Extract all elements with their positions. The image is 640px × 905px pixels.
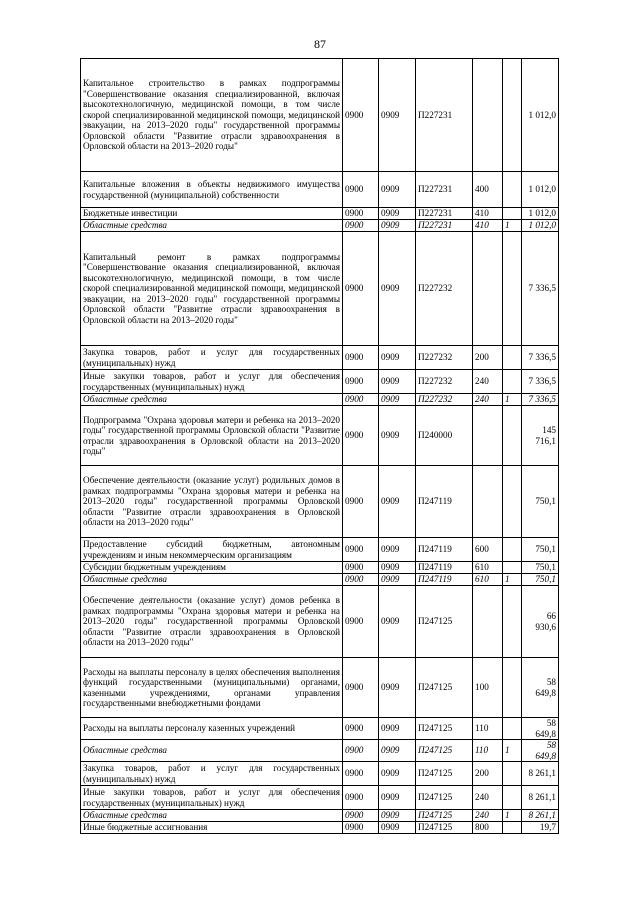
row-section: 0900 xyxy=(343,810,379,822)
row-subsection: 0909 xyxy=(379,810,416,822)
row-section: 0900 xyxy=(343,370,379,394)
row-sum: 58 649,8 xyxy=(522,658,559,718)
table-row xyxy=(81,786,559,810)
row-section: 0900 xyxy=(343,466,379,538)
row-article: П227232 xyxy=(416,346,473,370)
row-subsection: 0909 xyxy=(379,586,416,658)
table-row xyxy=(81,370,559,394)
row-subsection: 0909 xyxy=(379,762,416,786)
table-row xyxy=(81,574,559,586)
table-row xyxy=(81,466,559,538)
row-source xyxy=(503,538,522,562)
row-article: П227231 xyxy=(416,59,473,172)
row-name: Расходы на выплаты персоналу в целях обеспечения выполнения функций государственными (муниципальными) органами, казенными учреждениями, органами управления государственными внебюджетными фондами xyxy=(81,658,343,718)
table-row xyxy=(81,718,559,740)
row-sum: 7 336,5 xyxy=(522,394,559,406)
row-name: Предоставление субсидий бюджетным, автономным учреждениям и иным некоммерческим организациям xyxy=(81,538,343,562)
row-subsection: 0909 xyxy=(379,740,416,762)
row-source xyxy=(503,232,522,346)
row-name: Областные средства xyxy=(81,394,343,406)
row-subsection: 0909 xyxy=(379,370,416,394)
row-article: П240000 xyxy=(416,406,473,466)
row-sum: 7 336,5 xyxy=(522,346,559,370)
row-expense-type: 410 xyxy=(473,220,503,232)
row-name: Капитальные вложения в объекты недвижимого имущества государственной (муниципальной) собственности xyxy=(81,172,343,208)
table-row xyxy=(81,810,559,822)
row-sum: 750,1 xyxy=(522,466,559,538)
row-expense-type: 410 xyxy=(473,208,503,220)
table-row xyxy=(81,172,559,208)
row-name: Расходы на выплаты персоналу казенных учреждений xyxy=(81,718,343,740)
row-expense-type: 610 xyxy=(473,562,503,574)
row-sum: 750,1 xyxy=(522,562,559,574)
row-expense-type: 240 xyxy=(473,810,503,822)
row-name: Капитальное строительство в рамках подпрограммы "Совершенствование оказания специализированной, включая высокотехнологичную, медицинской помощи, в том числе скорой специализированной медицинской помощи, медицинской эвакуации, на 2013–2020 годы" государственной программы Орловской области "Развитие отрасли здравоохранения в Орловской области на 2013–2020 годы" xyxy=(81,59,343,172)
row-sum: 145 716,1 xyxy=(522,406,559,466)
row-source xyxy=(503,59,522,172)
row-name: Областные средства xyxy=(81,220,343,232)
row-subsection: 0909 xyxy=(379,406,416,466)
row-name: Закупка товаров, работ и услуг для государственных (муниципальных) нужд xyxy=(81,762,343,786)
table-row xyxy=(81,346,559,370)
row-sum: 8 261,1 xyxy=(522,810,559,822)
row-subsection: 0909 xyxy=(379,658,416,718)
row-article: П247125 xyxy=(416,822,473,834)
row-sum: 750,1 xyxy=(522,574,559,586)
row-article: П227231 xyxy=(416,172,473,208)
row-expense-type: 800 xyxy=(473,822,503,834)
row-sum: 58 649,8 xyxy=(522,718,559,740)
row-subsection: 0909 xyxy=(379,786,416,810)
row-section: 0900 xyxy=(343,786,379,810)
table-row xyxy=(81,740,559,762)
row-section: 0900 xyxy=(343,718,379,740)
row-section: 0900 xyxy=(343,59,379,172)
table-row xyxy=(81,762,559,786)
row-subsection: 0909 xyxy=(379,394,416,406)
row-section: 0900 xyxy=(343,172,379,208)
row-source xyxy=(503,346,522,370)
row-section: 0900 xyxy=(343,406,379,466)
row-source xyxy=(503,822,522,834)
row-expense-type: 110 xyxy=(473,718,503,740)
row-section: 0900 xyxy=(343,220,379,232)
row-source: 1 xyxy=(503,394,522,406)
row-article: П227232 xyxy=(416,232,473,346)
row-expense-type: 240 xyxy=(473,370,503,394)
row-sum: 750,1 xyxy=(522,538,559,562)
table-row xyxy=(81,220,559,232)
row-sum: 7 336,5 xyxy=(522,370,559,394)
row-source xyxy=(503,466,522,538)
row-source xyxy=(503,718,522,740)
row-subsection: 0909 xyxy=(379,172,416,208)
row-section: 0900 xyxy=(343,346,379,370)
row-subsection: 0909 xyxy=(379,346,416,370)
row-article: П247125 xyxy=(416,718,473,740)
table-row xyxy=(81,658,559,718)
row-name: Областные средства xyxy=(81,810,343,822)
budget-table xyxy=(80,58,559,834)
row-name: Бюджетные инвестиции xyxy=(81,208,343,220)
row-article: П247119 xyxy=(416,562,473,574)
row-subsection: 0909 xyxy=(379,562,416,574)
row-sum: 19,7 xyxy=(522,822,559,834)
row-article: П247125 xyxy=(416,786,473,810)
row-name: Обеспечение деятельности (оказание услуг) домов ребенка в рамках подпрограммы "Охрана здоровья матери и ребенка на 2013–2020 годы" государственной программы Орловской области "Развитие отрасли здравоохранения в Орловской области на 2013–2020 годы" xyxy=(81,586,343,658)
row-expense-type xyxy=(473,59,503,172)
row-source xyxy=(503,370,522,394)
row-name: Обеспечение деятельности (оказание услуг) родильных домов в рамках подпрограммы "Охрана здоровья матери и ребенка на 2013–2020 годы" государственной программы Орловской области "Развитие отрасли здравоохранения в Орловской области на 2013–2020 годы" xyxy=(81,466,343,538)
row-name: Иные закупки товаров, работ и услуг для обеспечения государственных (муниципальных) нужд xyxy=(81,370,343,394)
row-sum: 1 012,0 xyxy=(522,220,559,232)
row-article: П247125 xyxy=(416,586,473,658)
row-source: 1 xyxy=(503,810,522,822)
table-row xyxy=(81,208,559,220)
row-sum: 7 336,5 xyxy=(522,232,559,346)
row-source: 1 xyxy=(503,574,522,586)
row-expense-type xyxy=(473,232,503,346)
row-subsection: 0909 xyxy=(379,208,416,220)
row-name: Областные средства xyxy=(81,740,343,762)
row-source xyxy=(503,208,522,220)
row-section: 0900 xyxy=(343,562,379,574)
table-row xyxy=(81,822,559,834)
row-name: Областные средства xyxy=(81,574,343,586)
row-sum: 1 012,0 xyxy=(522,59,559,172)
row-section: 0900 xyxy=(343,740,379,762)
row-subsection: 0909 xyxy=(379,59,416,172)
row-article: П247119 xyxy=(416,574,473,586)
table-row xyxy=(81,406,559,466)
row-name: Иные бюджетные ассигнования xyxy=(81,822,343,834)
row-subsection: 0909 xyxy=(379,466,416,538)
row-section: 0900 xyxy=(343,394,379,406)
row-sum: 1 012,0 xyxy=(522,208,559,220)
row-source xyxy=(503,562,522,574)
row-source: 1 xyxy=(503,740,522,762)
row-sum: 66 930,6 xyxy=(522,586,559,658)
row-name: Подпрограмма "Охрана здоровья матери и ребенка на 2013–2020 годы" государственной программы Орловской области "Развитие отрасли здравоохранения в Орловской области на 2013–2020 годы" xyxy=(81,406,343,466)
row-source xyxy=(503,762,522,786)
row-expense-type: 200 xyxy=(473,762,503,786)
row-article: П227231 xyxy=(416,220,473,232)
row-expense-type: 400 xyxy=(473,172,503,208)
row-subsection: 0909 xyxy=(379,538,416,562)
row-article: П227232 xyxy=(416,394,473,406)
table-row xyxy=(81,562,559,574)
row-article: П227232 xyxy=(416,370,473,394)
row-expense-type: 240 xyxy=(473,786,503,810)
row-subsection: 0909 xyxy=(379,220,416,232)
row-source xyxy=(503,786,522,810)
row-expense-type: 200 xyxy=(473,346,503,370)
row-source xyxy=(503,586,522,658)
table-row xyxy=(81,538,559,562)
row-source xyxy=(503,406,522,466)
row-expense-type: 610 xyxy=(473,574,503,586)
table-row xyxy=(81,586,559,658)
row-article: П247125 xyxy=(416,762,473,786)
row-expense-type: 100 xyxy=(473,658,503,718)
row-article: П247125 xyxy=(416,810,473,822)
row-section: 0900 xyxy=(343,762,379,786)
row-name: Закупка товаров, работ и услуг для государственных (муниципальных) нужд xyxy=(81,346,343,370)
row-section: 0900 xyxy=(343,208,379,220)
row-expense-type: 240 xyxy=(473,394,503,406)
row-article: П247119 xyxy=(416,538,473,562)
row-expense-type: 600 xyxy=(473,538,503,562)
row-subsection: 0909 xyxy=(379,232,416,346)
row-section: 0900 xyxy=(343,232,379,346)
table-row xyxy=(81,232,559,346)
row-expense-type xyxy=(473,406,503,466)
row-source: 1 xyxy=(503,220,522,232)
table-row xyxy=(81,59,559,172)
row-source xyxy=(503,658,522,718)
row-section: 0900 xyxy=(343,586,379,658)
row-article: П247125 xyxy=(416,740,473,762)
row-article: П227231 xyxy=(416,208,473,220)
page-number: 87 xyxy=(314,37,326,51)
row-source xyxy=(503,172,522,208)
row-subsection: 0909 xyxy=(379,822,416,834)
row-subsection: 0909 xyxy=(379,574,416,586)
row-name: Капитальный ремонт в рамках подпрограммы "Совершенствование оказания специализированной, включая высокотехнологичную, медицинской помощи, в том числе скорой специализированной медицинской помощи, медицинской эвакуации, на 2013–2020 годы" государственной программы Орловской области "Развитие отрасли здравоохранения в Орловской области на 2013–2020 годы" xyxy=(81,232,343,346)
budget-table-body xyxy=(81,59,559,834)
row-section: 0900 xyxy=(343,658,379,718)
row-section: 0900 xyxy=(343,822,379,834)
row-article: П247119 xyxy=(416,466,473,538)
row-name: Иные закупки товаров, работ и услуг для обеспечения государственных (муниципальных) нужд xyxy=(81,786,343,810)
row-article: П247125 xyxy=(416,658,473,718)
row-expense-type: 110 xyxy=(473,740,503,762)
row-sum: 1 012,0 xyxy=(522,172,559,208)
row-sum: 8 261,1 xyxy=(522,762,559,786)
row-expense-type xyxy=(473,466,503,538)
row-name: Субсидии бюджетным учреждениям xyxy=(81,562,343,574)
row-section: 0900 xyxy=(343,574,379,586)
row-section: 0900 xyxy=(343,538,379,562)
row-expense-type xyxy=(473,586,503,658)
table-row xyxy=(81,394,559,406)
row-sum: 8 261,1 xyxy=(522,786,559,810)
row-subsection: 0909 xyxy=(379,718,416,740)
row-sum: 58 649,8 xyxy=(522,740,559,762)
